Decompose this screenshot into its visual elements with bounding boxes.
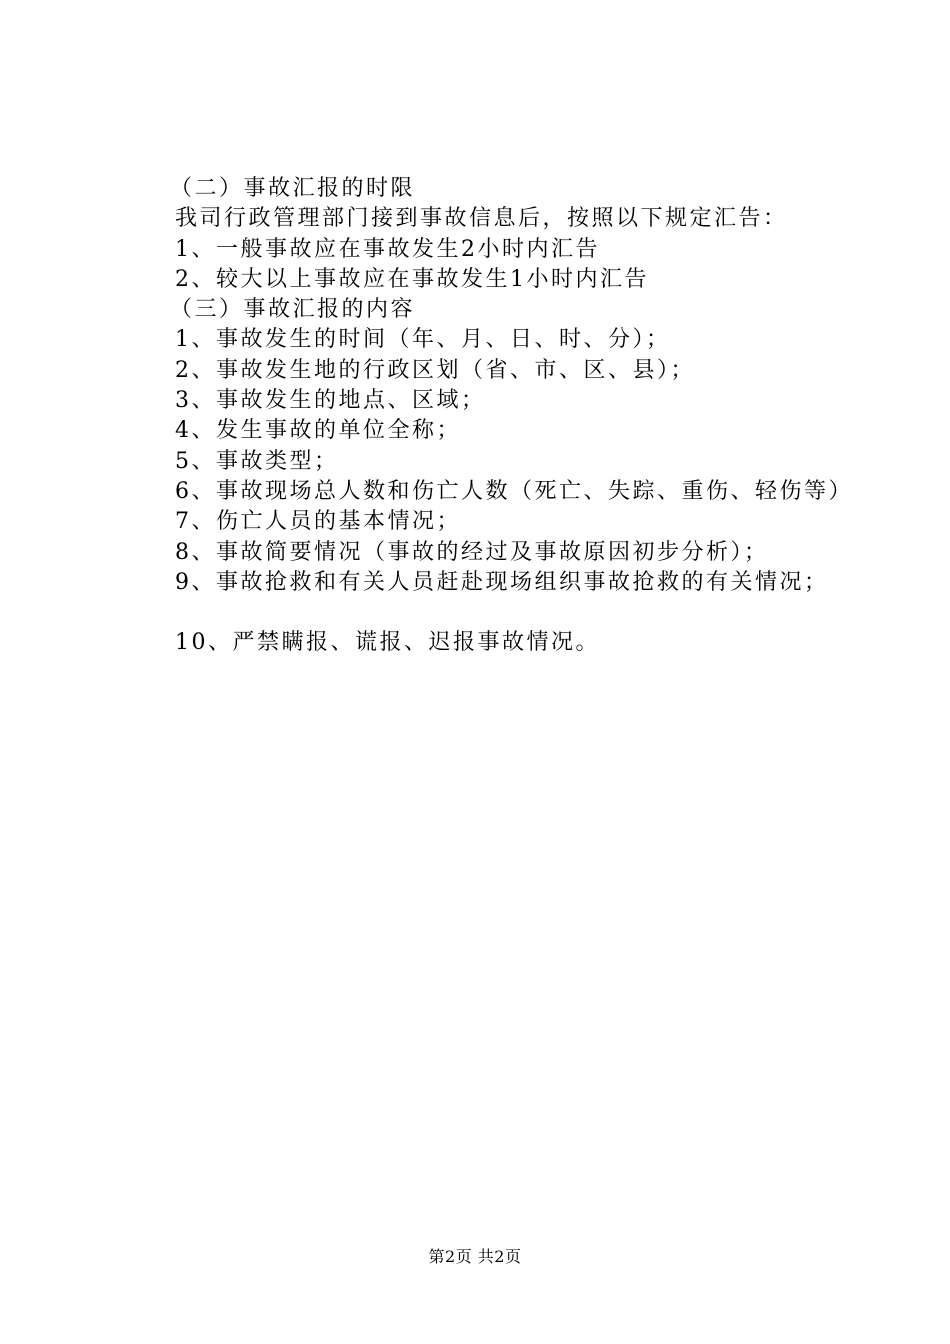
paragraph-reporting-rule: 我司行政管理部门接到事故信息后，按照以下规定汇告：	[175, 206, 788, 232]
list-item-content-8: 8、事故简要情况（事故的经过及事故原因初步分析）；	[175, 539, 769, 565]
list-item-deadline-1: 1、一般事故应在事故发生2小时内汇告	[175, 236, 600, 262]
list-item-content-3: 3、事故发生的地点、区域；	[175, 388, 486, 414]
page-footer: 第2页 共2页	[428, 1247, 522, 1266]
list-item-content-9: 9、事故抢救和有关人员赶赴现场组织事故抢救的有关情况；	[175, 569, 829, 595]
list-item-content-1: 1、事故发生的时间（年、月、日、时、分）；	[175, 327, 671, 353]
list-item-content-2: 2、事故发生地的行政区划（省、市、区、县）；	[175, 357, 695, 383]
list-item-content-10: 10、严禁瞒报、谎报、迟报事故情况。	[175, 630, 600, 656]
document-body	[130, 174, 853, 658]
section-heading-reporting-content: （三）事故汇报的内容	[170, 297, 416, 323]
list-item-content-7: 7、伤亡人员的基本情况；	[175, 509, 461, 535]
list-item-content-5: 5、事故类型；	[175, 448, 339, 474]
list-item-content-6: 6、事故现场总人数和伤亡人数（死亡、失踪、重伤、轻伤等）	[175, 478, 853, 504]
list-item-deadline-2: 2、较大以上事故应在事故发生1小时内汇告	[175, 266, 649, 292]
section-heading-reporting-deadline: （二）事故汇报的时限	[170, 176, 416, 201]
list-item-content-4: 4、发生事故的单位全称；	[175, 418, 461, 444]
